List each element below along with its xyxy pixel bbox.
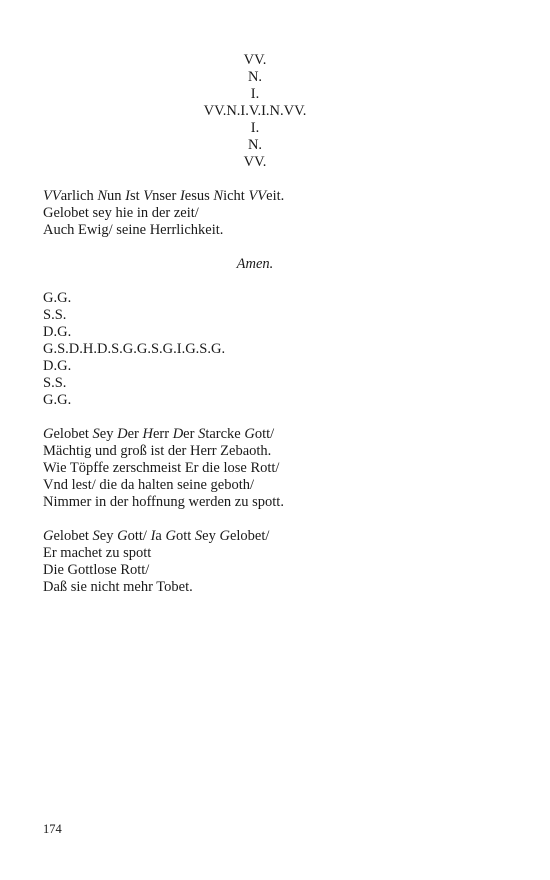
roman-text: elobet <box>53 426 93 442</box>
verse-3-line-3: Die Gottlose Rott/ <box>43 562 150 578</box>
acrostic-line: S.S. <box>43 307 67 323</box>
acrostic-line: VV. <box>243 52 267 68</box>
verse-2-line-3: Wie Töpffe zerschmeist Er die lose Rott/ <box>43 460 280 476</box>
italic-initial: G <box>43 426 54 442</box>
verse-1-line-2: Gelobet sey hie in der zeit/ <box>43 205 199 221</box>
roman-text: ey <box>202 528 220 544</box>
italic-initial: S <box>92 426 100 442</box>
italic-initial: S <box>92 528 100 544</box>
italic-initial: H <box>142 426 153 442</box>
verse-3 <box>43 528 467 596</box>
roman-text: elobet/ <box>229 528 270 544</box>
roman-text: icht <box>223 188 249 204</box>
verse-1 <box>43 188 467 239</box>
acrostic-line: G.S.D.H.D.S.G.G.S.G.I.G.S.G. <box>43 341 226 357</box>
acrostic-line: G.G. <box>43 392 72 408</box>
roman-text: err <box>152 426 173 442</box>
italic-initial: G <box>43 528 54 544</box>
acrostic-cross-1 <box>43 52 467 171</box>
italic-initial: N <box>213 188 224 204</box>
acrostic-line: S.S. <box>43 375 67 391</box>
roman-text: arlich <box>60 188 98 204</box>
acrostic-line: N. <box>247 137 263 153</box>
page-body <box>43 52 467 596</box>
roman-text: ott/ <box>254 426 275 442</box>
italic-initial: G <box>219 528 230 544</box>
italic-initial: N <box>97 188 108 204</box>
italic-initial: G <box>244 426 255 442</box>
amen-line: Amen. <box>236 256 274 272</box>
italic-initial: VV <box>248 188 267 204</box>
roman-text: esus <box>184 188 214 204</box>
acrostic-line: I. <box>250 86 260 102</box>
roman-text: er <box>183 426 199 442</box>
acrostic-line: D.G. <box>43 358 72 374</box>
roman-text: ey <box>99 426 118 442</box>
verse-3-line-2: Er machet zu spott <box>43 545 152 561</box>
verse-3-line-1 <box>43 528 467 545</box>
roman-text: un <box>107 188 126 204</box>
roman-text: a <box>155 528 166 544</box>
roman-text: ott <box>175 528 195 544</box>
acrostic-line: VV.N.I.V.I.N.VV. <box>203 103 307 119</box>
acrostic-line: VV. <box>243 154 267 170</box>
roman-text: ott/ <box>127 528 151 544</box>
italic-initial: S <box>198 426 206 442</box>
italic-initial: G <box>165 528 176 544</box>
italic-initial: I <box>150 528 156 544</box>
page-number: 174 <box>43 822 62 836</box>
italic-initial: G <box>117 528 128 544</box>
roman-text: er <box>127 426 143 442</box>
roman-text: eit. <box>266 188 285 204</box>
acrostic-line: G.G. <box>43 290 72 306</box>
verse-3-line-4: Daß sie nicht mehr Tobet. <box>43 579 193 595</box>
italic-initial: S <box>194 528 203 544</box>
italic-initial: D <box>172 426 184 442</box>
italic-initial: I <box>179 188 185 204</box>
verse-1-line-1 <box>43 188 467 205</box>
roman-text: nser <box>152 188 180 204</box>
verse-2 <box>43 426 467 511</box>
roman-text: elobet <box>53 528 93 544</box>
italic-initial: I <box>125 188 130 204</box>
verse-2-line-5: Nimmer in der hoffnung werden zu spott. <box>43 494 284 510</box>
verse-1-line-3: Auch Ewig/ seine Herrlichkeit. <box>43 222 224 238</box>
verse-2-line-1 <box>43 426 467 443</box>
acrostic-line: N. <box>247 69 263 85</box>
acrostic-cross-2 <box>43 290 467 409</box>
italic-initial: V <box>143 188 153 204</box>
italic-initial: D <box>117 426 128 442</box>
roman-text: st <box>130 188 144 204</box>
italic-initial: VV <box>43 188 61 204</box>
roman-text: tarcke <box>205 426 245 442</box>
acrostic-line: D.G. <box>43 324 72 340</box>
verse-2-line-2: Mächtig und groß ist der Herr Zebaoth. <box>43 443 272 459</box>
roman-text: ey <box>99 528 118 544</box>
verse-2-line-4: Vnd lest/ die da halten seine geboth/ <box>43 477 255 493</box>
acrostic-line: I. <box>250 120 260 136</box>
